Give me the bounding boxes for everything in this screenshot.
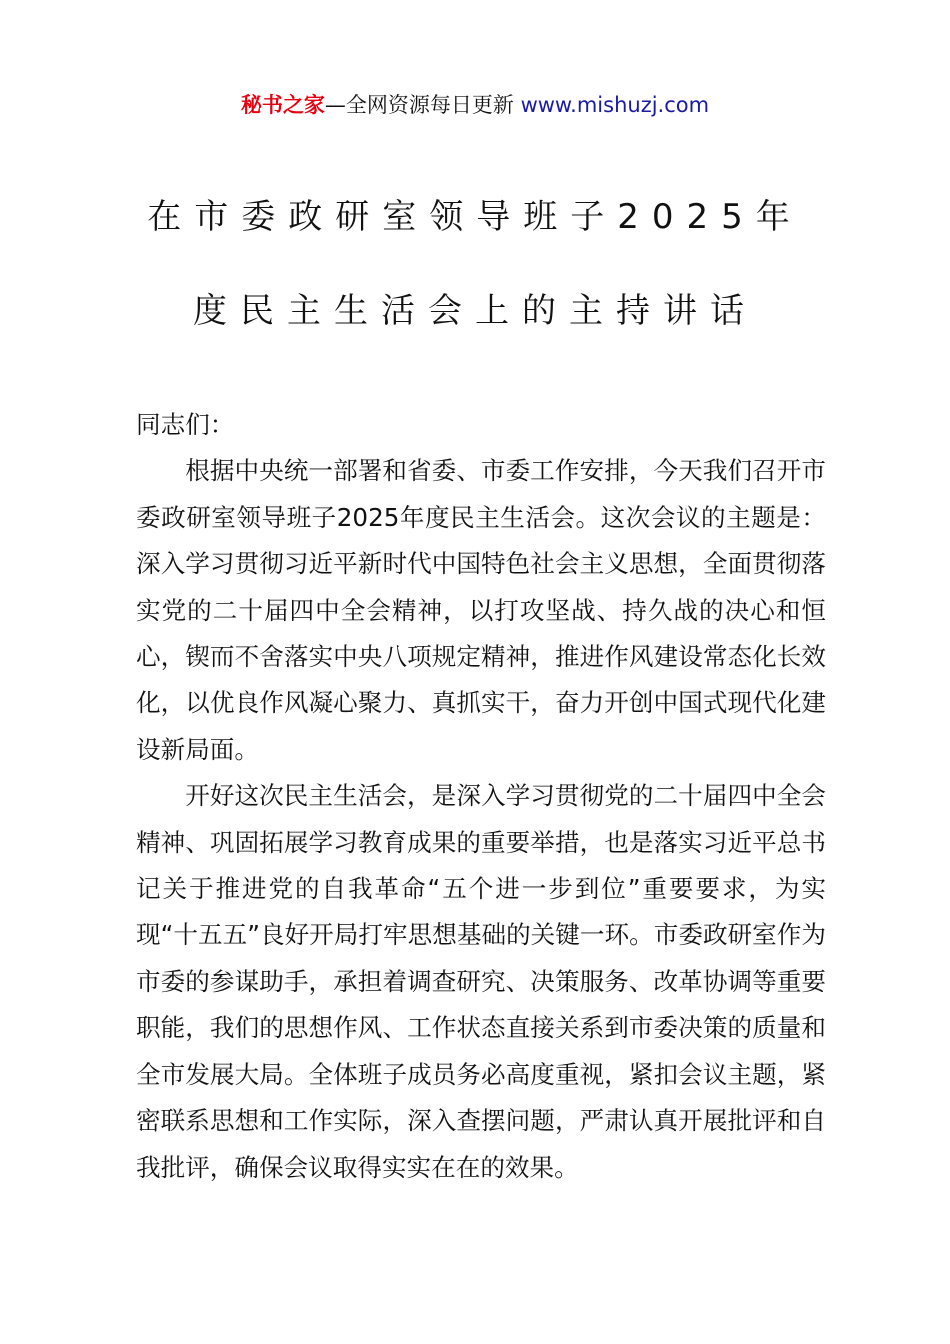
site-slogan: —全网资源每日更新 [324, 93, 521, 117]
paragraph-1: 根据中央统一部署和省委、市委工作安排，今天我们召开市委政研室领导班子2025年度民主生活会。这次会议的主题是：深入学习贯彻习近平新时代中国特色社会主义思想，全面贯彻落实党的二十届四中全会精神，以打攻坚战、持久战的决心和恒心，锲而不舍落实中央八项规定精神，推进作风建设常态化长效化，以优良作风凝心聚力、真抓实干，奋力开创中国式现代化建设新局面。 [136, 456, 826, 764]
paragraph-2: 开好这次民主生活会，是深入学习贯彻党的二十届四中全会精神、巩固拓展学习教育成果的重要举措，也是落实习近平总书记关于推进党的自我革命“五个进一步到位”重要要求，为实现“十五五”良好开局打牢思想基础的关键一环。市委政研室作为市委的参谋助手，承担着调查研究、决策服务、改革协调等重要职能，我们的思想作风、工作状态直接关系到市委决策的质量和全市发展大局。全体班子成员务必高度重视，紧扣会议主题，紧密联系思想和工作实际，深入查摆问题，严肃认真开展批评和自我批评，确保会议取得实实在在的效果。 [136, 781, 826, 1182]
site-brand: 秘书之家 [240, 93, 325, 117]
document-title-line-2: 度民主生活会上的主持讲话 [193, 291, 757, 331]
document-title-line-1: 在市委政研室领导班子2025年 [147, 197, 803, 237]
site-header [0, 88, 950, 122]
site-url-link[interactable]: www.mishuzj.com [520, 93, 710, 117]
salutation: 同志们： [136, 410, 235, 439]
document-body [136, 402, 826, 1191]
